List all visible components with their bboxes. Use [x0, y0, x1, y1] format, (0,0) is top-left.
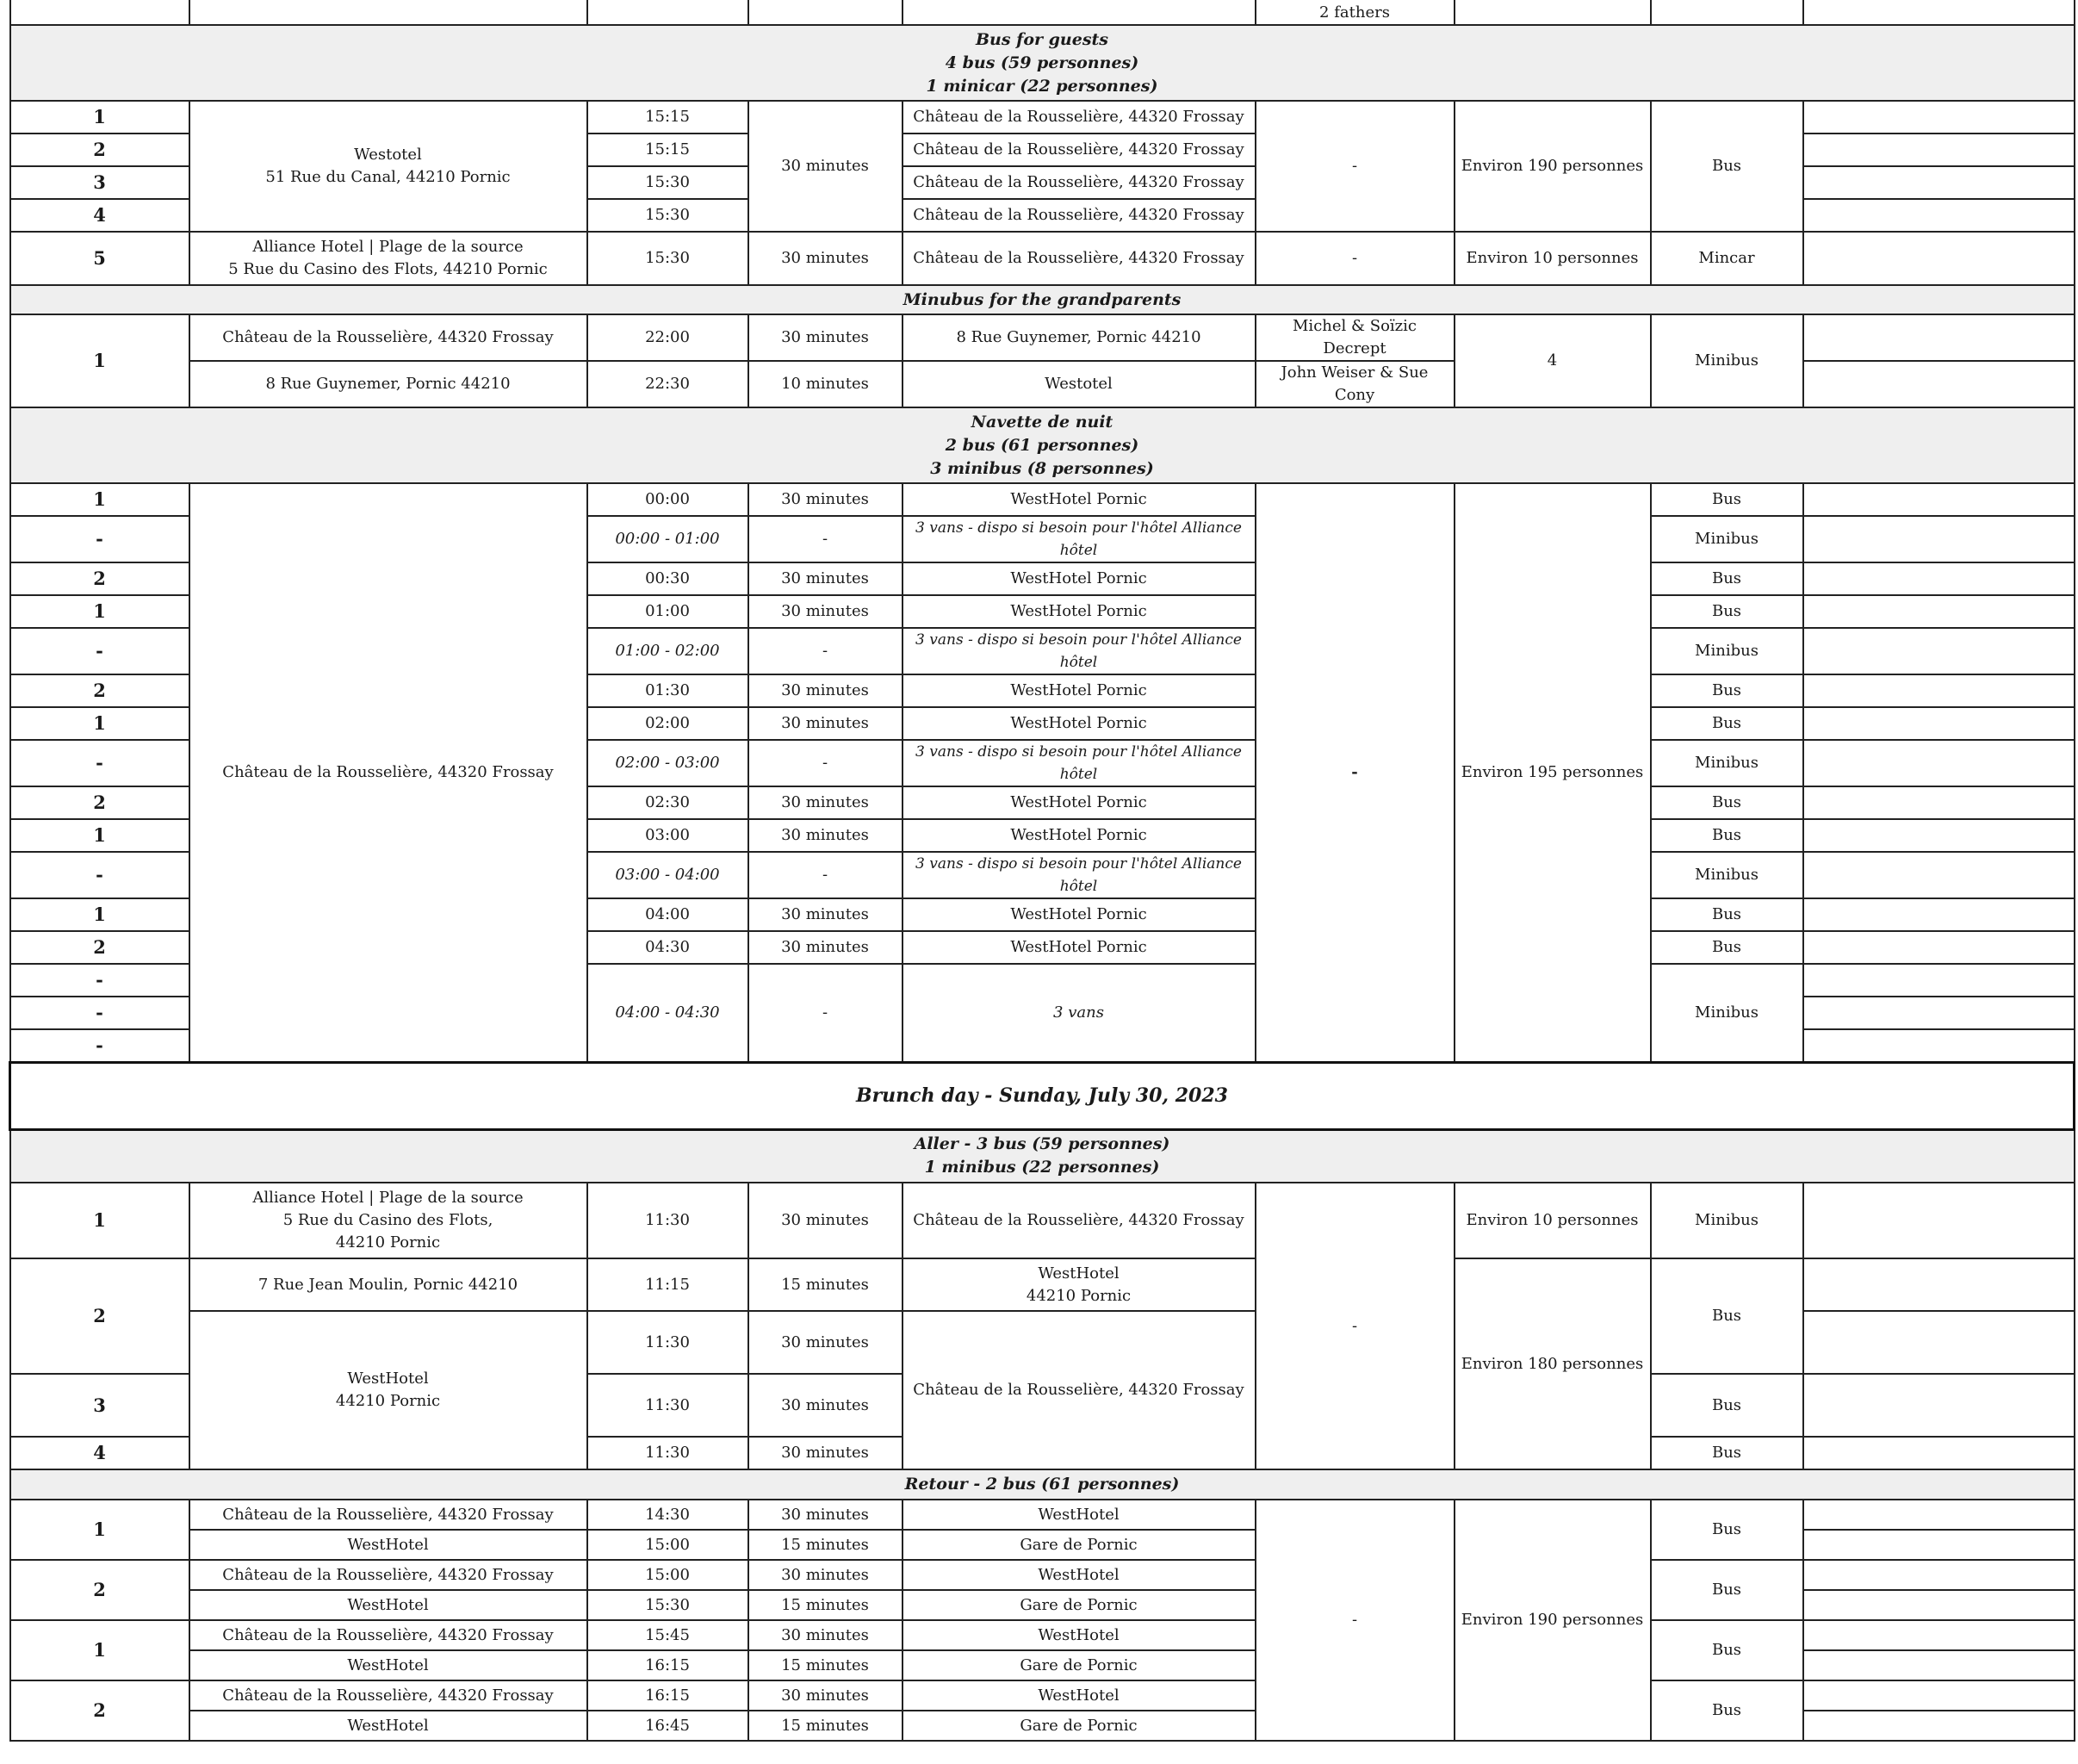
destination-cell: WestHotel Pornic [903, 786, 1256, 819]
bus-number: 1 [10, 314, 189, 407]
origin-cell: WestHotel [189, 1530, 587, 1560]
time-cell: 00:00 [587, 483, 748, 516]
bus-number: 5 [10, 232, 189, 285]
time-cell: 11:15 [587, 1258, 748, 1311]
duration-cell: 30 minutes [748, 819, 903, 852]
duration-cell: 10 minutes [748, 361, 903, 407]
notes-cell [1803, 1680, 2075, 1711]
section-line: 4 bus (59 personnes) [945, 53, 1139, 72]
section-title [10, 407, 2075, 483]
vehicle-cell: Minibus [1651, 964, 1803, 1062]
time-cell: 03:00 [587, 819, 748, 852]
origin-line: 51 Rue du Canal, 44210 Pornic [265, 168, 511, 186]
contact-cell: Michel & Soïzic Decrept [1256, 314, 1455, 361]
bus-number: 1 [10, 1500, 189, 1560]
bus-number: - [10, 516, 189, 562]
bus-number: 4 [10, 199, 189, 232]
notes-cell [1803, 516, 2075, 562]
people-cell: Environ 180 personnes [1455, 1258, 1651, 1469]
destination-cell: WestHotel Pornic [903, 562, 1256, 595]
time-cell: 04:30 [587, 931, 748, 964]
time-cell: 01:30 [587, 674, 748, 707]
duration-cell: 30 minutes [748, 1620, 903, 1650]
section-line: 3 minibus (8 personnes) [930, 458, 1154, 478]
notes-cell [1803, 1437, 2075, 1469]
section-line: Aller - 3 bus (59 personnes) [914, 1134, 1170, 1154]
people-cell: Environ 190 personnes [1455, 101, 1651, 232]
vehicle-cell: Minibus [1651, 516, 1803, 562]
time-cell: 22:00 [587, 314, 748, 361]
vehicle-cell: Bus [1651, 1500, 1803, 1560]
contact-cell: - [1256, 1183, 1455, 1469]
notes-cell [1803, 1650, 2075, 1680]
notes-cell [1803, 852, 2075, 898]
destination-cell: WestHotel [903, 1620, 1256, 1650]
people-cell: Environ 190 personnes [1455, 1500, 1651, 1741]
time-cell: 00:00 - 01:00 [587, 516, 748, 562]
time-cell: 15:30 [587, 232, 748, 285]
duration-cell: 15 minutes [748, 1258, 903, 1311]
destination-cell: 3 vans [903, 964, 1256, 1062]
duration-cell: 15 minutes [748, 1530, 903, 1560]
table-row [10, 1620, 2075, 1650]
destination-cell: WestHotel Pornic [903, 931, 1256, 964]
notes-cell [1803, 1530, 2075, 1560]
origin-cell: Château de la Rousselière, 44320 Frossay [189, 1500, 587, 1530]
cell [1803, 0, 2075, 25]
section-line: Bus for guests [975, 29, 1108, 49]
contact-cell: - [1256, 232, 1455, 285]
notes-cell [1803, 483, 2075, 516]
duration-cell: 30 minutes [748, 674, 903, 707]
duration-cell: 30 minutes [748, 1680, 903, 1711]
vehicle-cell: Bus [1651, 1680, 1803, 1741]
time-cell: 02:00 - 03:00 [587, 740, 748, 786]
origin-line: Alliance Hotel | Plage de la source [252, 238, 524, 256]
origin-cell: Château de la Rousselière, 44320 Frossay [189, 1680, 587, 1711]
destination-cell: 3 vans - dispo si besoin pour l'hôtel Alliance hôtel [903, 852, 1256, 898]
destination-cell: WestHotel Pornic [903, 483, 1256, 516]
destination-cell: WestHotel [903, 1680, 1256, 1711]
section-line: Navette de nuit [971, 412, 1113, 432]
notes-cell [1803, 819, 2075, 852]
time-cell: 02:30 [587, 786, 748, 819]
origin-line: 44210 Pornic [335, 1392, 441, 1410]
time-cell: 15:15 [587, 101, 748, 134]
origin-line: Westotel [354, 146, 422, 164]
destination-cell: 3 vans - dispo si besoin pour l'hôtel Alliance hôtel [903, 740, 1256, 786]
notes-cell [1803, 931, 2075, 964]
people-cell: Environ 195 personnes [1455, 483, 1651, 1062]
bus-number: 1 [10, 707, 189, 740]
vehicle-cell: Bus [1651, 931, 1803, 964]
duration-cell: 30 minutes [748, 1500, 903, 1530]
destination-cell: 3 vans - dispo si besoin pour l'hôtel Alliance hôtel [903, 516, 1256, 562]
notes-cell [1803, 1374, 2075, 1437]
vehicle-cell: Minibus [1651, 1183, 1803, 1258]
vehicle-cell: Bus [1651, 819, 1803, 852]
cell [189, 0, 587, 25]
notes-cell [1803, 1258, 2075, 1311]
vehicle-cell: Minibus [1651, 314, 1803, 407]
destination-cell: 3 vans - dispo si besoin pour l'hôtel Alliance hôtel [903, 628, 1256, 674]
notes-cell [1803, 1029, 2075, 1062]
time-cell: 14:30 [587, 1500, 748, 1530]
bus-number: - [10, 997, 189, 1029]
vehicle-cell: Bus [1651, 786, 1803, 819]
bus-number: 2 [10, 674, 189, 707]
duration-cell: - [748, 740, 903, 786]
time-cell: 00:30 [587, 562, 748, 595]
time-cell: 11:30 [587, 1374, 748, 1437]
duration-cell: - [748, 516, 903, 562]
time-cell: 15:45 [587, 1620, 748, 1650]
notes-cell [1803, 674, 2075, 707]
notes-cell [1803, 562, 2075, 595]
time-cell: 04:00 - 04:30 [587, 964, 748, 1062]
section-title: Retour - 2 bus (61 personnes) [10, 1469, 2075, 1500]
bus-number: 4 [10, 1437, 189, 1469]
section-title: Minubus for the grandparents [10, 285, 2075, 314]
destination-cell: Château de la Rousselière, 44320 Frossay [903, 1183, 1256, 1258]
time-cell: 11:30 [587, 1437, 748, 1469]
notes-cell [1803, 707, 2075, 740]
day-banner [10, 1062, 2075, 1129]
duration-cell: 30 minutes [748, 101, 903, 232]
destination-cell: Château de la Rousselière, 44320 Frossay [903, 134, 1256, 166]
bus-number: 2 [10, 1258, 189, 1374]
notes-cell [1803, 314, 2075, 361]
destination-cell: Château de la Rousselière, 44320 Frossay [903, 101, 1256, 134]
destination-line: 44210 Pornic [1026, 1286, 1132, 1305]
time-cell: 22:30 [587, 361, 748, 407]
table-row [10, 1500, 2075, 1530]
section-header-bus-guests [10, 25, 2075, 101]
duration-cell: 30 minutes [748, 707, 903, 740]
origin-line: WestHotel [347, 1370, 429, 1388]
table-row [10, 483, 2075, 516]
notes-cell [1803, 134, 2075, 166]
origin-cell [189, 232, 587, 285]
destination-cell: Château de la Rousselière, 44320 Frossay [903, 232, 1256, 285]
table-row [10, 1183, 2075, 1258]
destination-cell: Château de la Rousselière, 44320 Frossay [903, 199, 1256, 232]
duration-cell: 30 minutes [748, 1437, 903, 1469]
table-row [10, 1258, 2075, 1311]
table-row [10, 1560, 2075, 1590]
people-cell: Environ 10 personnes [1455, 232, 1651, 285]
duration-cell: 15 minutes [748, 1711, 903, 1741]
cell [587, 0, 748, 25]
duration-cell: 30 minutes [748, 786, 903, 819]
origin-cell [189, 1183, 587, 1258]
vehicle-cell: Bus [1651, 1437, 1803, 1469]
notes-cell [1803, 232, 2075, 285]
duration-cell: 30 minutes [748, 898, 903, 931]
origin-cell: Château de la Rousselière, 44320 Frossay [189, 1560, 587, 1590]
origin-cell: Château de la Rousselière, 44320 Frossay [189, 1620, 587, 1650]
time-cell: 01:00 - 02:00 [587, 628, 748, 674]
section-header-aller [10, 1129, 2075, 1183]
origin-cell: 8 Rue Guynemer, Pornic 44210 [189, 361, 587, 407]
notes-cell [1803, 1183, 2075, 1258]
vehicle-cell: Bus [1651, 707, 1803, 740]
duration-cell: 30 minutes [748, 595, 903, 628]
section-title [10, 25, 2075, 101]
time-cell: 16:15 [587, 1680, 748, 1711]
bus-number: 2 [10, 134, 189, 166]
people-cell: 4 [1455, 314, 1651, 407]
time-cell: 02:00 [587, 707, 748, 740]
origin-cell: WestHotel [189, 1590, 587, 1620]
duration-cell: 30 minutes [748, 562, 903, 595]
bus-number: 1 [10, 898, 189, 931]
notes-cell [1803, 1560, 2075, 1590]
notes-cell [1803, 199, 2075, 232]
section-line: 1 minibus (22 personnes) [924, 1158, 1160, 1177]
bus-number: 3 [10, 166, 189, 199]
cell [748, 0, 903, 25]
time-cell: 15:30 [587, 199, 748, 232]
destination-cell: WestHotel [903, 1560, 1256, 1590]
table-row [10, 314, 2075, 361]
notes-cell [1803, 1711, 2075, 1741]
section-header-navette [10, 407, 2075, 483]
destination-cell: Gare de Pornic [903, 1650, 1256, 1680]
destination-cell: WestHotel [903, 1500, 1256, 1530]
table-row [10, 1680, 2075, 1711]
people-cell: Environ 10 personnes [1455, 1183, 1651, 1258]
bus-number: 1 [10, 483, 189, 516]
contact-cell: 2 fathers [1256, 0, 1455, 25]
time-cell: 15:00 [587, 1530, 748, 1560]
destination-cell: Château de la Rousselière, 44320 Frossay [903, 166, 1256, 199]
bus-number: 1 [10, 595, 189, 628]
bus-number: 1 [10, 1183, 189, 1258]
bus-number: 1 [10, 1620, 189, 1680]
notes-cell [1803, 898, 2075, 931]
section-line: 2 bus (61 personnes) [945, 435, 1139, 455]
duration-cell: 30 minutes [748, 1374, 903, 1437]
notes-cell [1803, 1311, 2075, 1374]
day-title: Brunch day - Sunday, July 30, 2023 [10, 1062, 2075, 1129]
vehicle-cell: Bus [1651, 101, 1803, 232]
vehicle-cell: Bus [1651, 595, 1803, 628]
vehicle-cell: Bus [1651, 562, 1803, 595]
bus-number: - [10, 964, 189, 997]
bus-number: 2 [10, 1680, 189, 1741]
duration-cell: 15 minutes [748, 1590, 903, 1620]
time-cell: 15:30 [587, 166, 748, 199]
destination-cell [903, 1258, 1256, 1311]
destination-cell: WestHotel Pornic [903, 674, 1256, 707]
duration-cell: - [748, 628, 903, 674]
contact-cell: John Weiser & Sue Cony [1256, 361, 1455, 407]
time-cell: 15:30 [587, 1590, 748, 1620]
bus-number: - [10, 852, 189, 898]
cell [1651, 0, 1803, 25]
notes-cell [1803, 166, 2075, 199]
cell [903, 0, 1256, 25]
origin-cell [189, 1311, 587, 1469]
origin-cell: WestHotel [189, 1650, 587, 1680]
notes-cell [1803, 628, 2075, 674]
bus-number: 2 [10, 1560, 189, 1620]
destination-cell: Gare de Pornic [903, 1590, 1256, 1620]
vehicle-cell: Bus [1651, 898, 1803, 931]
time-cell: 11:30 [587, 1311, 748, 1374]
contact-cell: - [1256, 1500, 1455, 1741]
vehicle-cell: Bus [1651, 1560, 1803, 1620]
time-cell: 01:00 [587, 595, 748, 628]
vehicle-cell: Bus [1651, 483, 1803, 516]
duration-cell: 30 minutes [748, 931, 903, 964]
origin-cell: Château de la Rousselière, 44320 Frossay [189, 483, 587, 1062]
time-cell: 03:00 - 04:00 [587, 852, 748, 898]
contact-cell: - [1256, 101, 1455, 232]
time-cell: 15:15 [587, 134, 748, 166]
section-title [10, 1129, 2075, 1183]
duration-cell: - [748, 852, 903, 898]
duration-cell: 30 minutes [748, 1183, 903, 1258]
notes-cell [1803, 361, 2075, 407]
table-row [10, 232, 2075, 285]
notes-cell [1803, 1500, 2075, 1530]
duration-cell: 30 minutes [748, 232, 903, 285]
origin-cell: 7 Rue Jean Moulin, Pornic 44210 [189, 1258, 587, 1311]
origin-cell [189, 101, 587, 232]
vehicle-cell: Bus [1651, 674, 1803, 707]
notes-cell [1803, 964, 2075, 997]
bus-number: 2 [10, 562, 189, 595]
destination-cell: Château de la Rousselière, 44320 Frossay [903, 1311, 1256, 1469]
duration-cell: 15 minutes [748, 1650, 903, 1680]
cell [1455, 0, 1651, 25]
destination-cell: Gare de Pornic [903, 1530, 1256, 1560]
section-header-retour [10, 1469, 2075, 1500]
vehicle-cell: Minibus [1651, 628, 1803, 674]
time-cell: 16:45 [587, 1711, 748, 1741]
vehicle-cell: Bus [1651, 1620, 1803, 1680]
origin-line: Alliance Hotel | Plage de la source [252, 1189, 524, 1207]
bus-number: 2 [10, 786, 189, 819]
destination-cell: Gare de Pornic [903, 1711, 1256, 1741]
notes-cell [1803, 997, 2075, 1029]
transport-schedule-table [9, 0, 2075, 1742]
origin-line: 5 Rue du Casino des Flots, 44210 Pornic [228, 260, 548, 278]
section-line: 1 minicar (22 personnes) [926, 76, 1158, 96]
vehicle-cell: Bus [1651, 1374, 1803, 1437]
destination-cell: 8 Rue Guynemer, Pornic 44210 [903, 314, 1256, 361]
destination-cell: Westotel [903, 361, 1256, 407]
vehicle-cell: Bus [1651, 1258, 1803, 1374]
table-row [10, 101, 2075, 134]
duration-cell: 30 minutes [748, 314, 903, 361]
bus-number: - [10, 628, 189, 674]
origin-cell: WestHotel [189, 1711, 587, 1741]
duration-cell: - [748, 964, 903, 1062]
time-cell: 04:00 [587, 898, 748, 931]
origin-line: 5 Rue du Casino des Flots, [282, 1211, 493, 1229]
duration-cell: 30 minutes [748, 1311, 903, 1374]
notes-cell [1803, 1620, 2075, 1650]
notes-cell [1803, 1590, 2075, 1620]
bus-number: 1 [10, 819, 189, 852]
destination-cell: WestHotel Pornic [903, 707, 1256, 740]
time-cell: 15:00 [587, 1560, 748, 1590]
notes-cell [1803, 786, 2075, 819]
notes-cell [1803, 595, 2075, 628]
bus-number: 2 [10, 931, 189, 964]
destination-cell: WestHotel Pornic [903, 819, 1256, 852]
destination-cell: WestHotel Pornic [903, 595, 1256, 628]
origin-line: 44210 Pornic [335, 1233, 441, 1252]
bus-number: 3 [10, 1374, 189, 1437]
notes-cell [1803, 101, 2075, 134]
time-cell: 16:15 [587, 1650, 748, 1680]
cell [10, 0, 189, 25]
duration-cell: 30 minutes [748, 1560, 903, 1590]
vehicle-cell: Minibus [1651, 852, 1803, 898]
duration-cell: 30 minutes [748, 483, 903, 516]
notes-cell [1803, 740, 2075, 786]
bus-number: - [10, 740, 189, 786]
contact-cell: - [1256, 483, 1455, 1062]
vehicle-cell: Minibus [1651, 740, 1803, 786]
origin-cell: Château de la Rousselière, 44320 Frossay [189, 314, 587, 361]
section-header-minibus-grandparents [10, 285, 2075, 314]
destination-cell: WestHotel Pornic [903, 898, 1256, 931]
time-cell: 11:30 [587, 1183, 748, 1258]
bus-number: 1 [10, 101, 189, 134]
bus-number: - [10, 1029, 189, 1062]
table-row [10, 0, 2075, 25]
vehicle-cell: Mincar [1651, 232, 1803, 285]
destination-line: WestHotel [1038, 1264, 1120, 1283]
